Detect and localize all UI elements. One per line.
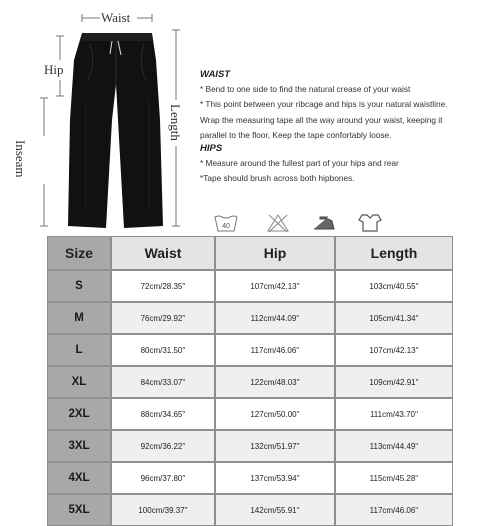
size-cell: M [47, 302, 111, 334]
hip-cell: 142cm/55.91'' [215, 494, 335, 526]
table-row [47, 462, 453, 494]
waist-instruction-line: * This point between your ribcage and hips is your natural waistline. [200, 99, 448, 110]
length-cell: 107cm/42.13'' [335, 334, 453, 366]
wash-40-icon [213, 212, 239, 234]
length-cell: 117cm/46.06'' [335, 494, 453, 526]
waist-cell: 76cm/29.92'' [111, 302, 215, 334]
length-cell: 109cm/42.91'' [335, 366, 453, 398]
hips-heading: HIPS [200, 143, 223, 154]
size-cell: S [47, 270, 111, 302]
header-size: Size [47, 236, 111, 270]
table-row [47, 334, 453, 366]
length-cell: 103cm/40.55'' [335, 270, 453, 302]
size-chart-table [47, 236, 453, 526]
length-cell: 115cm/45.28'' [335, 462, 453, 494]
length-measure-label: Length [168, 104, 183, 141]
table-row [47, 270, 453, 302]
table-row [47, 494, 453, 526]
size-cell: 4XL [47, 462, 111, 494]
table-header-row [47, 236, 453, 270]
waist-cell: 72cm/28.35'' [111, 270, 215, 302]
waist-heading: WAIST [200, 69, 231, 80]
waist-instruction-line: Wrap the measuring tape all the way around your waist, keeping it [200, 114, 443, 125]
table-row [47, 302, 453, 334]
header-waist: Waist [111, 236, 215, 270]
hip-cell: 107cm/42.13'' [215, 270, 335, 302]
length-cell: 113cm/44.49'' [335, 430, 453, 462]
size-cell: 2XL [47, 398, 111, 430]
no-bleach-icon [265, 212, 291, 234]
line-dry-icon [357, 212, 383, 234]
size-cell: L [47, 334, 111, 366]
waist-cell: 96cm/37.80'' [111, 462, 215, 494]
table-row [47, 366, 453, 398]
waist-cell: 84cm/33.07'' [111, 366, 215, 398]
header-hip: Hip [215, 236, 335, 270]
inseam-measure-line [40, 98, 48, 226]
hip-cell: 132cm/51.97'' [215, 430, 335, 462]
waist-instructions [200, 67, 490, 143]
hip-cell: 137cm/53.94'' [215, 462, 335, 494]
size-cell: 3XL [47, 430, 111, 462]
hip-cell: 127cm/50.00'' [215, 398, 335, 430]
hip-cell: 112cm/44.09'' [215, 302, 335, 334]
waist-instruction-line: parallel to the floor, Keep the tape confortably loose. [200, 129, 392, 140]
hips-instructions [200, 141, 490, 187]
hips-instruction-line: *Tape should brush across both hipbones. [200, 173, 355, 184]
hips-instruction-line: * Measure around the fullest part of your hips and rear [200, 158, 399, 169]
size-cell: 5XL [47, 494, 111, 526]
wash-temperature: 40 [222, 223, 230, 230]
inseam-measure-label: Inseam [13, 140, 28, 178]
waist-cell: 88cm/34.65'' [111, 398, 215, 430]
header-length: Length [335, 236, 453, 270]
hip-cell: 117cm/46.06'' [215, 334, 335, 366]
length-cell: 105cm/41.34'' [335, 302, 453, 334]
hip-cell: 122cm/48.03'' [215, 366, 335, 398]
table-row [47, 430, 453, 462]
pants-shape [68, 33, 163, 228]
waist-instruction-line: * Bend to one side to find the natural crease of your waist [200, 84, 411, 95]
iron-icon [311, 212, 337, 234]
waist-cell: 92cm/36.22'' [111, 430, 215, 462]
waist-measure-label: Waist [101, 10, 131, 25]
hip-measure-label: Hip [44, 62, 64, 77]
size-cell: XL [47, 366, 111, 398]
waist-cell: 100cm/39.37'' [111, 494, 215, 526]
waist-cell: 80cm/31.50'' [111, 334, 215, 366]
length-cell: 111cm/43.70'' [335, 398, 453, 430]
table-row [47, 398, 453, 430]
